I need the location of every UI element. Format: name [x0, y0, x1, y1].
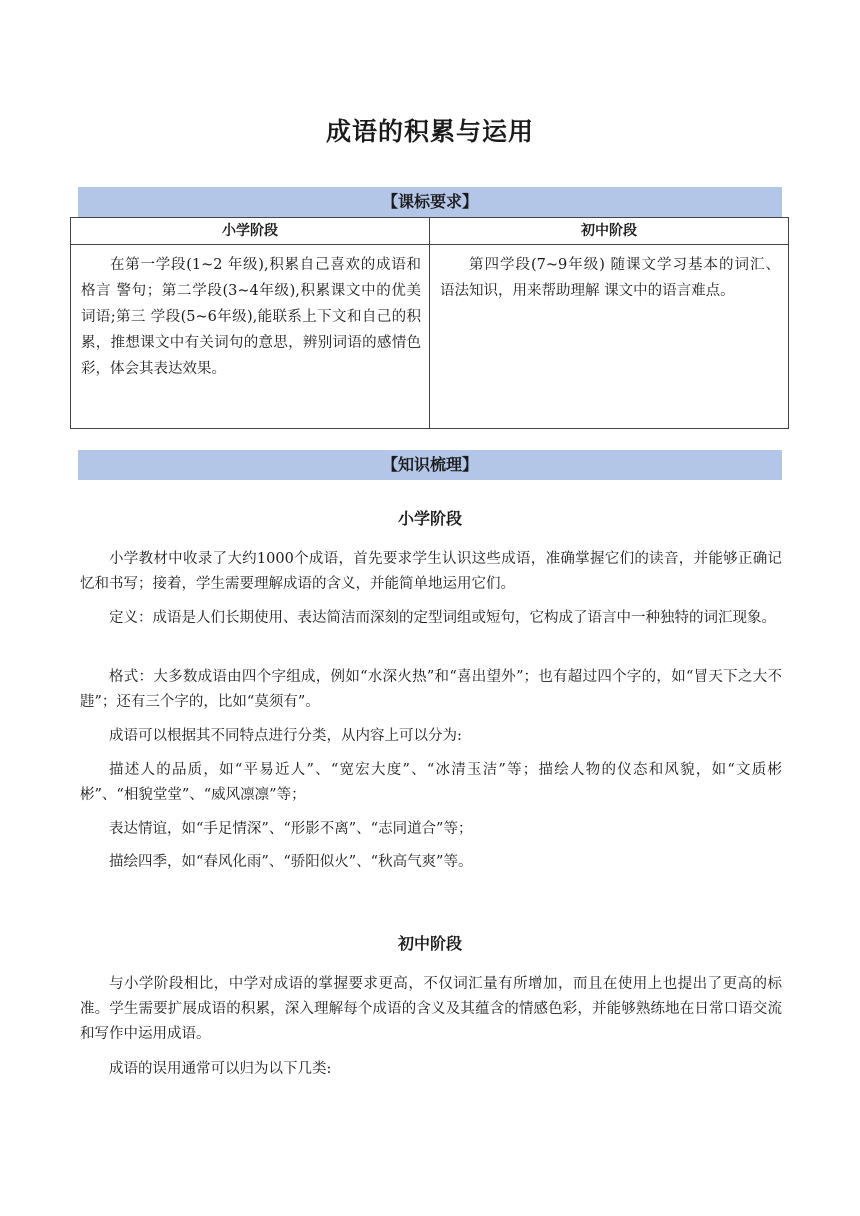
primary-paragraph: 定义：成语是人们长期使用、表达简洁而深刻的定型词组或短句，它构成了语言中一种独特的词汇现象。 — [109, 610, 776, 626]
primary-paragraph: 描述人的品质，如“平易近人”、“宽宏大度”、“冰清玉洁”等；描绘人物的仪态和风貌，如“文质彬彬”、“相貌堂堂”、“威风凛凛”等； — [80, 762, 782, 803]
primary-paragraph: 成语可以根据其不同特点进行分类，从内容上可以分为: — [109, 728, 462, 744]
document-title: 成语的积累与运用 — [325, 117, 534, 146]
junior-requirement-cell: 第四学段(7~9年级) 随课文学习基本的词汇、 语法知识，用来帮助理解 课文中的语言难点。 — [440, 257, 780, 299]
primary-requirement-cell: 在第一学段(1~2 年级),积累自己喜欢的成语和格言 警句；第二学段(3~4年级),积累课文中的优美词语;第三 学段(5~6年级),能联系上下文和自己的积累，推想课文中有关词句的意思，辨别词语的感情色彩，体会其表达效果。 — [81, 257, 421, 377]
primary-column-header: 小学阶段 — [222, 223, 278, 239]
table-column-divider — [429, 218, 430, 428]
curriculum-table — [70, 217, 789, 429]
primary-paragraph: 描绘四季，如“春风化雨”、“骄阳似火”、“秋高气爽”等。 — [109, 854, 473, 870]
junior-paragraph: 成语的误用通常可以归为以下几类: — [109, 1061, 332, 1077]
primary-paragraph: 格式：大多数成语由四个字组成，例如“水深火热”和“喜出望外”；也有超过四个字的，如“冒天下之大不韪”；还有三个字的，比如“莫须有”。 — [80, 669, 782, 710]
junior-section-heading: 初中阶段 — [397, 934, 462, 953]
curriculum-banner: 【课标要求】 — [78, 187, 782, 217]
junior-column-header: 初中阶段 — [581, 223, 637, 239]
primary-paragraph: 表达情谊，如“手足情深”、“形影不离”、“志同道合”等； — [109, 821, 473, 837]
primary-paragraph: 小学教材中收录了大约1000个成语，首先要求学生认识这些成语，准确掌握它们的读音，并能够正确记忆和书写；接着，学生需要理解成语的含义，并能简单地运用它们。 — [80, 551, 782, 592]
junior-paragraph: 与小学阶段相比，中学对成语的掌握要求更高，不仅词汇量有所增加，而且在使用上也提出了更高的标准。学生需要扩展成语的积累，深入理解每个成语的含义及其蕴含的情感色彩，并能够熟练地在日常口语交流和写作中运用成语。 — [80, 976, 782, 1042]
primary-section-heading: 小学阶段 — [397, 509, 462, 528]
knowledge-banner: 【知识梳理】 — [78, 450, 782, 480]
